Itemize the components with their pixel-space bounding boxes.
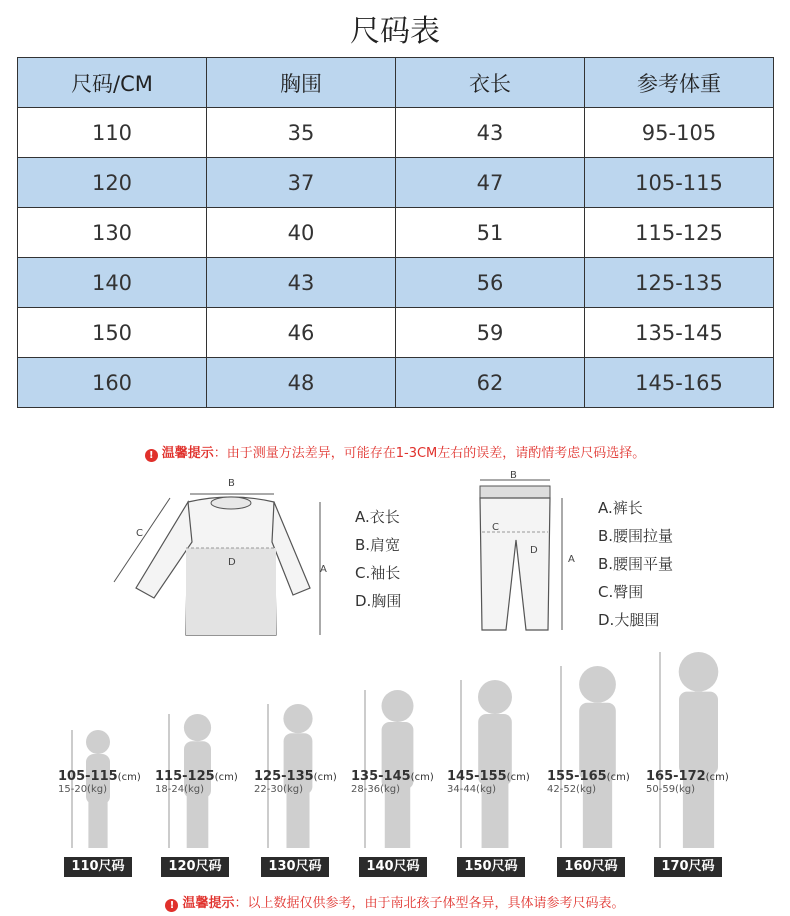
kid-height-range [58, 769, 141, 784]
cell-length: 59 [396, 308, 585, 358]
table-row [18, 208, 774, 258]
cell-length: 56 [396, 258, 585, 308]
legend-item: C.臀围 [598, 583, 644, 601]
height-unit: (cm) [117, 772, 141, 783]
warning-icon: ! [145, 449, 158, 462]
shirt-legend [355, 503, 401, 615]
kid-weight-range: 42-52(kg) [547, 784, 596, 795]
shirt-mark-d: D [228, 557, 236, 568]
size-badge: 150尺码 [457, 857, 525, 877]
header-size: 尺码/CM [18, 58, 207, 108]
cell-chest: 40 [207, 208, 396, 258]
cell-chest: 35 [207, 108, 396, 158]
cell-length: 47 [396, 158, 585, 208]
kid-height-label [254, 769, 337, 795]
size-badge: 130尺码 [261, 857, 329, 877]
kid-head [579, 666, 616, 703]
kid-head [184, 714, 211, 741]
kid-legs [286, 792, 309, 848]
tip-label: 温馨提示 [161, 446, 214, 461]
height-unit: (cm) [705, 772, 729, 783]
cell-weight: 135-145 [585, 308, 774, 358]
shirt-mark-a: A [320, 564, 327, 575]
kid-legs [88, 802, 107, 848]
kid-height-range [254, 769, 337, 784]
height-value: 145-155 [447, 769, 507, 784]
kid-silhouette [559, 664, 636, 848]
height-value: 105-115 [58, 769, 118, 784]
table-row [18, 308, 774, 358]
kid-height-label [58, 769, 141, 795]
kid-height-range [646, 769, 729, 784]
kid-height-label [447, 769, 530, 795]
cell-size: 150 [18, 308, 207, 358]
kid-legs [187, 796, 209, 848]
size-badge: 160尺码 [557, 857, 625, 877]
legend-item: A.衣长 [355, 508, 400, 526]
height-value: 165-172 [646, 769, 706, 784]
legend-item: C.袖长 [355, 564, 401, 582]
kid-weight-range: 18-24(kg) [155, 784, 204, 795]
height-unit: (cm) [313, 772, 337, 783]
size-badge: 170尺码 [654, 857, 722, 877]
table-row [18, 108, 774, 158]
kid-weight-range: 50-59(kg) [646, 784, 695, 795]
height-unit: (cm) [410, 772, 434, 783]
tip-text: ：由于测量方法差异，可能存在1-3CM左右的误差，请酌情考虑尺码选择。 [213, 446, 646, 461]
cell-chest: 37 [207, 158, 396, 208]
kid-silhouette [658, 650, 739, 848]
table-row [18, 358, 774, 408]
cell-size: 140 [18, 258, 207, 308]
table-row [18, 258, 774, 308]
header-chest: 胸围 [207, 58, 396, 108]
legend-item: B.腰围拉量 [598, 527, 674, 545]
table-row [18, 158, 774, 208]
shirt-left-sleeve [136, 502, 192, 598]
pants-waistband [480, 486, 550, 498]
kid-silhouette [459, 678, 531, 848]
kid-head [283, 704, 312, 733]
kid-height-range [155, 769, 238, 784]
kid-height-label [155, 769, 238, 795]
legend-item: B.肩宽 [355, 536, 401, 554]
height-value: 155-165 [547, 769, 607, 784]
cell-size: 120 [18, 158, 207, 208]
kid-legs [385, 786, 410, 848]
cell-weight: 115-125 [585, 208, 774, 258]
kid-height-range [351, 769, 434, 784]
kid-head [478, 680, 512, 714]
shirt-right-sleeve [272, 502, 310, 595]
kid-head [86, 730, 110, 754]
kid-height-label [351, 769, 434, 795]
height-value: 125-135 [254, 769, 314, 784]
cell-chest: 46 [207, 308, 396, 358]
cell-size: 110 [18, 108, 207, 158]
height-unit: (cm) [506, 772, 530, 783]
kid-body [679, 692, 718, 775]
pants-legend [598, 494, 673, 634]
cell-weight: 95-105 [585, 108, 774, 158]
tip-text: ：以上数据仅供参考，由于南北孩子体型各异，具体请参考尺码表。 [234, 896, 625, 911]
kid-height-label [646, 769, 729, 795]
pants-mark-d: D [530, 545, 538, 556]
cell-size: 130 [18, 208, 207, 258]
header-weight: 参考体重 [585, 58, 774, 108]
kid-weight-range: 34-44(kg) [447, 784, 496, 795]
shirt-mark-c: C [136, 528, 143, 539]
page-title: 尺码表 [350, 14, 440, 49]
cell-weight: 145-165 [585, 358, 774, 408]
legend-item: D.大腿围 [598, 611, 660, 629]
height-value: 135-145 [351, 769, 411, 784]
kid-weight-range: 15-20(kg) [58, 784, 107, 795]
legend-item: D.胸围 [355, 592, 402, 610]
cell-length: 62 [396, 358, 585, 408]
cell-weight: 105-115 [585, 158, 774, 208]
shirt-collar [211, 497, 251, 509]
shirt-mark-b: B [228, 478, 235, 489]
height-value: 115-125 [155, 769, 215, 784]
shirt-diagram [100, 470, 340, 645]
cell-size: 160 [18, 358, 207, 408]
cell-length: 51 [396, 208, 585, 258]
cell-weight: 125-135 [585, 258, 774, 308]
measurement-tip [0, 442, 790, 462]
warning-icon: ! [165, 899, 178, 912]
cell-chest: 43 [207, 258, 396, 308]
kid-height-label [547, 769, 630, 795]
header-length: 衣长 [396, 58, 585, 108]
height-unit: (cm) [606, 772, 630, 783]
table-header-row [18, 58, 774, 108]
kid-head [382, 690, 414, 722]
size-table [17, 57, 774, 408]
size-badge: 140尺码 [359, 857, 427, 877]
pants-body [480, 498, 550, 630]
legend-item: A.裤长 [598, 499, 643, 517]
kid-weight-range: 22-30(kg) [254, 784, 303, 795]
kid-height-range [547, 769, 630, 784]
kid-height-range [447, 769, 530, 784]
pants-mark-a: A [568, 554, 575, 565]
kid-silhouette [363, 688, 432, 848]
cell-chest: 48 [207, 358, 396, 408]
kid-weight-range: 28-36(kg) [351, 784, 400, 795]
pants-mark-c: C [492, 522, 499, 533]
legend-item: B.腰围平量 [598, 555, 674, 573]
size-badge: 110尺码 [64, 857, 132, 877]
height-unit: (cm) [214, 772, 238, 783]
disclaimer-tip [0, 892, 790, 912]
cell-length: 43 [396, 108, 585, 158]
kid-head [679, 652, 719, 692]
size-badge: 120尺码 [161, 857, 229, 877]
tip-label: 温馨提示 [182, 896, 235, 911]
pants-mark-b: B [510, 470, 517, 481]
